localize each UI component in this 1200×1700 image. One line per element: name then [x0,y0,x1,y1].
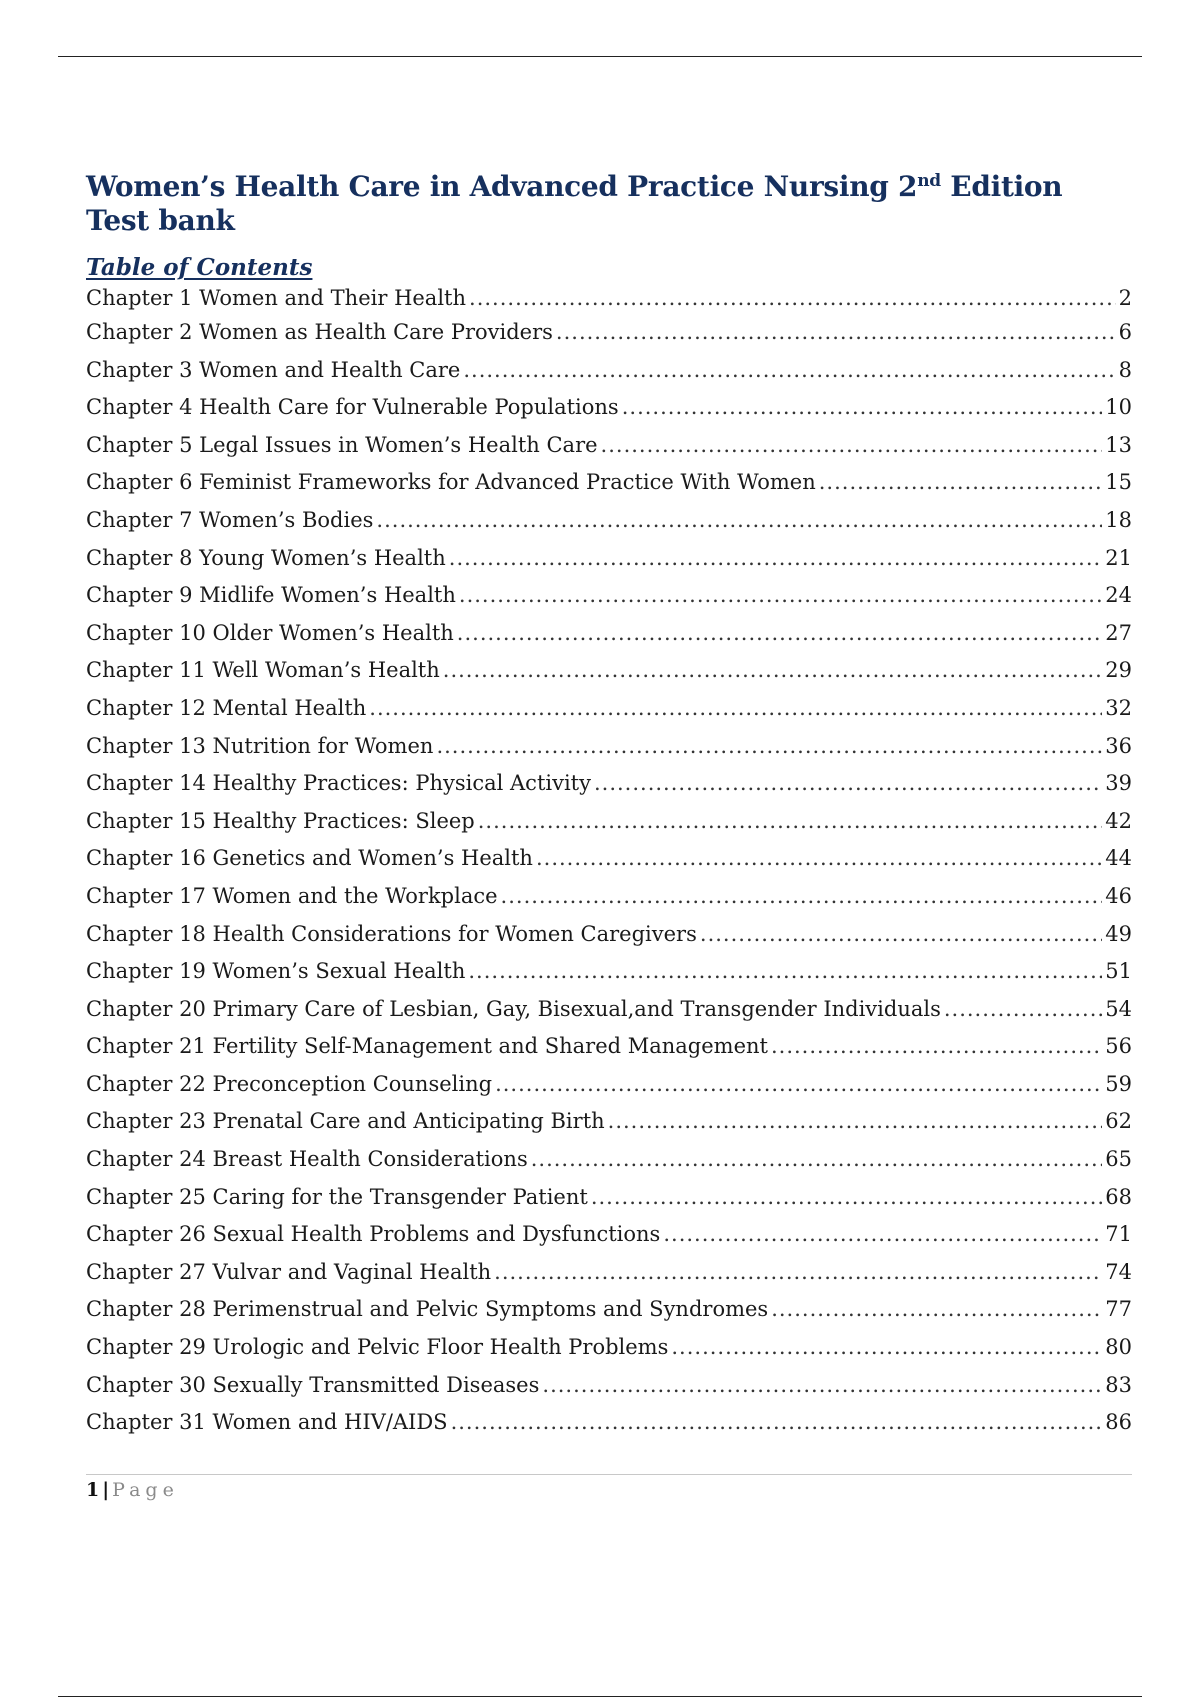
toc-dot-leader [457,615,1102,653]
toc-dot-leader [449,540,1103,578]
toc-entry-label: Chapter 27 Vulvar and Vaginal Health [86,1259,492,1284]
toc-entry-page: 24 [1105,583,1132,608]
page-footer [86,1478,179,1502]
toc-entry-label: Chapter 25 Caring for the Transgender Patient [86,1184,588,1209]
toc-entry[interactable] [86,840,1132,878]
toc-entry[interactable] [86,282,1132,314]
page-content [86,170,1132,1442]
toc-entry-label: Chapter 1 Women and Their Health [86,286,467,310]
toc-entry[interactable] [86,1028,1132,1066]
toc-entry[interactable] [86,1367,1132,1405]
toc-entry[interactable] [86,991,1132,1029]
toc-dot-leader [451,1404,1103,1442]
toc-entry-page: 51 [1105,959,1132,984]
toc-entry-label: Chapter 13 Nutrition for Women [86,733,434,758]
toc-entry-page: 18 [1105,507,1132,532]
toc-dot-leader [608,1103,1103,1141]
toc-entry[interactable] [86,1141,1132,1179]
toc-entry-label: Chapter 14 Healthy Practices: Physical Activity [86,771,591,796]
toc-entry-page: 13 [1105,432,1132,457]
toc-dot-leader [700,916,1102,954]
toc-entry-page: 54 [1105,996,1132,1021]
top-border-line [58,56,1142,57]
toc-entry-label: Chapter 9 Midlife Women’s Health [86,583,456,608]
toc-entry-label: Chapter 30 Sexually Transmitted Diseases [86,1372,540,1397]
toc-dot-leader [478,803,1103,841]
toc-dot-leader [468,953,1102,991]
toc-entry-label: Chapter 21 Fertility Self-Management and Shared Management [86,1034,768,1059]
toc-dot-leader [771,1028,1102,1066]
toc-entry-page: 68 [1105,1184,1132,1209]
toc-dot-leader [501,878,1103,916]
toc-entry-label: Chapter 10 Older Women’s Health [86,620,454,645]
toc-entry[interactable] [86,916,1132,954]
toc-entry-label: Chapter 12 Mental Health [86,695,367,720]
toc-dot-leader [459,577,1102,615]
toc-entry-page: 44 [1105,846,1132,871]
toc-dot-leader [663,1216,1102,1254]
footer-page-word: Page [112,1479,179,1501]
toc-entry-label: Chapter 22 Preconception Counseling [86,1071,493,1096]
toc-entry[interactable] [86,615,1132,653]
toc-entry[interactable] [86,464,1132,502]
toc-dot-leader [443,652,1102,690]
toc-entry[interactable] [86,1103,1132,1141]
toc-entry[interactable] [86,765,1132,803]
title-superscript: nd [917,171,941,191]
toc-entry[interactable] [86,1179,1132,1217]
toc-entry[interactable] [86,314,1132,352]
title-line1-main: Women’s Health Care in Advanced Practice Nursing 2 [86,170,918,203]
toc-entry[interactable] [86,652,1132,690]
toc-entry-label: Chapter 15 Healthy Practices: Sleep [86,808,475,833]
toc-entry-page: 83 [1105,1372,1132,1397]
toc-entry-label: Chapter 11 Well Woman’s Health [86,658,440,683]
toc-entry[interactable] [86,1254,1132,1292]
toc-dot-leader [819,464,1103,502]
toc-entry-page: 6 [1118,320,1132,344]
toc-dot-leader [531,1141,1103,1179]
toc-dot-leader [495,1066,1102,1104]
toc-entry[interactable] [86,352,1132,390]
toc-entry-label: Chapter 23 Prenatal Care and Anticipating Birth [86,1109,605,1134]
toc-entry-page: 56 [1105,1034,1132,1059]
toc-entry-page: 15 [1105,470,1132,495]
toc-dot-leader [536,840,1102,878]
toc-entry-page: 27 [1105,620,1132,645]
toc-dot-leader [594,765,1102,803]
toc-entry-label: Chapter 8 Young Women’s Health [86,545,446,570]
toc-entry-label: Chapter 17 Women and the Workplace [86,883,498,908]
toc-entry-page: 29 [1105,658,1132,683]
toc-entry-page: 49 [1105,921,1132,946]
toc-dot-leader [376,502,1102,540]
toc-entry[interactable] [86,690,1132,728]
toc-entry-label: Chapter 28 Perimenstrual and Pelvic Symptoms and Syndromes [86,1297,769,1322]
toc-entry-label: Chapter 29 Urologic and Pelvic Floor Health Problems [86,1335,669,1360]
toc-heading: Table of Contents [86,254,313,281]
toc-entry[interactable] [86,427,1132,465]
toc-dot-leader [601,427,1103,465]
toc-entry-label: Chapter 24 Breast Health Considerations [86,1147,528,1172]
toc-dot-leader [542,1367,1102,1405]
toc-entry-label: Chapter 26 Sexual Health Problems and Dysfunctions [86,1222,661,1247]
bottom-border-line [58,1696,1142,1697]
toc-entry[interactable] [86,1216,1132,1254]
toc-entry-page: 46 [1105,883,1132,908]
title-line2: Test bank [86,204,235,237]
toc-entry-label: Chapter 18 Health Considerations for Women Caregivers [86,921,697,946]
toc-entry-label: Chapter 2 Women as Health Care Providers [86,320,553,344]
toc-entry-page: 77 [1105,1297,1132,1322]
toc-entry[interactable] [86,878,1132,916]
toc-entry-label: Chapter 6 Feminist Frameworks for Advanced Practice With Women [86,470,816,495]
toc-entry-page: 65 [1105,1147,1132,1172]
toc-entry-label: Chapter 4 Health Care for Vulnerable Populations [86,395,619,420]
toc-entry-page: 62 [1105,1109,1132,1134]
toc-entry-page: 80 [1105,1335,1132,1360]
toc-entry-page: 74 [1105,1259,1132,1284]
toc-entry-page: 42 [1105,808,1132,833]
toc-entry-page: 8 [1118,357,1132,382]
toc-entry-page: 59 [1105,1071,1132,1096]
toc-entry[interactable] [86,540,1132,578]
toc-entry-page: 86 [1105,1410,1132,1435]
toc-entry-page: 36 [1105,733,1132,758]
toc-entry[interactable] [86,1066,1132,1104]
table-of-contents [86,282,1132,1442]
footer-separator: | [102,1479,110,1501]
document-title [86,170,1132,238]
toc-entry-label: Chapter 7 Women’s Bodies [86,507,374,532]
toc-entry-label: Chapter 5 Legal Issues in Women’s Health Care [86,432,598,457]
toc-entry[interactable] [86,953,1132,991]
footer-divider [86,1474,1132,1475]
toc-entry-label: Chapter 31 Women and HIV/AIDS [86,1410,448,1435]
toc-entry-page: 21 [1105,545,1132,570]
toc-entry[interactable] [86,1404,1132,1442]
toc-entry[interactable] [86,389,1132,427]
toc-dot-leader [469,282,1116,314]
toc-dot-leader [771,1291,1102,1329]
toc-dot-leader [463,352,1115,390]
toc-entry-label: Chapter 16 Genetics and Women’s Health [86,846,533,871]
toc-entry[interactable] [86,1291,1132,1329]
toc-dot-leader [494,1254,1102,1292]
toc-dot-leader [369,690,1102,728]
toc-entry[interactable] [86,577,1132,615]
toc-dot-leader [944,991,1102,1029]
toc-dot-leader [591,1179,1102,1217]
toc-dot-leader [556,314,1116,352]
toc-entry-page: 71 [1105,1222,1132,1247]
toc-entry-label: Chapter 3 Women and Health Care [86,357,461,382]
toc-dot-leader [622,389,1103,427]
toc-entry-page: 10 [1105,395,1132,420]
title-line1-end: Edition [940,170,1063,203]
toc-entry[interactable] [86,803,1132,841]
toc-entry[interactable] [86,1329,1132,1367]
toc-entry-label: Chapter 20 Primary Care of Lesbian, Gay, Bisexual,and Transgender Individuals [86,996,941,1021]
toc-entry[interactable] [86,728,1132,766]
toc-entry-page: 39 [1105,771,1132,796]
toc-dot-leader [671,1329,1102,1367]
toc-entry-page: 32 [1105,695,1132,720]
toc-entry[interactable] [86,502,1132,540]
toc-entry-label: Chapter 19 Women’s Sexual Health [86,959,466,984]
toc-entry-page: 2 [1118,286,1132,310]
toc-dot-leader [436,728,1102,766]
footer-page-number: 1 [86,1479,100,1501]
